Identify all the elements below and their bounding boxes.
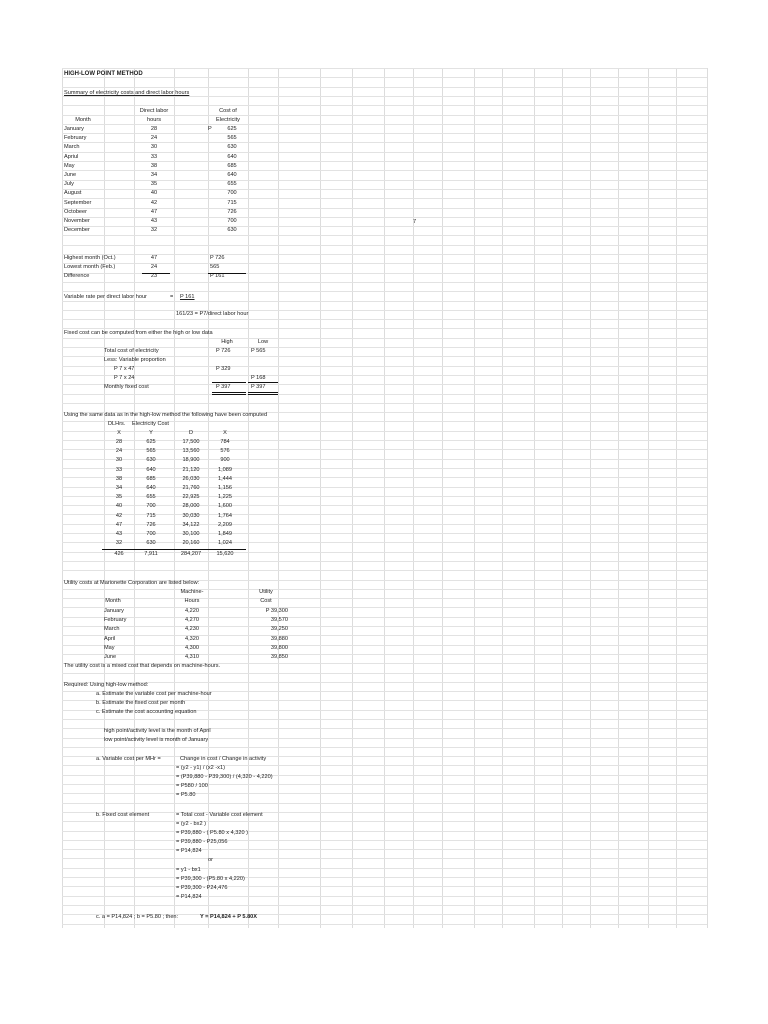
grid-row-line xyxy=(62,301,707,302)
grid-row-line xyxy=(62,905,707,906)
marionette-cost: 39,800 xyxy=(270,644,288,651)
solution-b2-line-4: = P14,824 xyxy=(176,894,202,900)
computed-cell: 640 xyxy=(146,466,156,473)
computed-cell: 43 xyxy=(115,531,123,537)
computed-cell: 565 xyxy=(146,448,156,455)
highlow-hours: 47 xyxy=(150,255,158,261)
computed-cell: 30,100 xyxy=(182,531,200,537)
computed-cell: 630 xyxy=(146,457,156,464)
summary-hours: 28 xyxy=(150,126,158,132)
computed-cell: 726 xyxy=(146,521,156,528)
required-item-b: b. Estimate the fixed cost per month xyxy=(96,700,186,706)
computed-cell: 784 xyxy=(220,439,230,445)
grid-row-line xyxy=(62,403,707,404)
computed-cell: 47 xyxy=(115,521,123,528)
summary-cost: 630 xyxy=(227,227,237,234)
grid-row-line xyxy=(62,803,707,804)
grid-row-line xyxy=(62,765,707,766)
header-month: Month xyxy=(75,117,91,123)
marionette-cost: P 39,300 xyxy=(265,608,288,614)
fixed-calc-low: P 7 x 24 xyxy=(114,375,135,381)
highlow-label: Lowest month (Feb.) xyxy=(64,264,116,270)
grid-row-line xyxy=(62,747,707,748)
fixed-monthly-low: P 397 xyxy=(251,384,266,390)
variable-rate-value: P 161 xyxy=(180,294,195,300)
low-point-note: low point/activity level is month of January xyxy=(104,737,209,743)
header-hours: hours xyxy=(147,117,161,123)
grid-row-line xyxy=(62,394,707,395)
grid-column-line xyxy=(442,68,443,928)
sheet-title: HIGH-LOW POINT METHOD xyxy=(64,71,143,77)
marionette-month: June xyxy=(104,654,117,660)
summary-month: December xyxy=(64,227,90,234)
summary-hours: 35 xyxy=(150,181,158,188)
computed-total: 284,207 xyxy=(180,551,202,557)
computed-cell: 576 xyxy=(220,448,230,455)
fixed-total-label: Total cost of electricity xyxy=(104,348,159,354)
summary-cost: 640 xyxy=(227,153,237,160)
grid-row-line xyxy=(62,793,707,794)
solution-b-or: or xyxy=(208,857,213,863)
computed-cell: 28,000 xyxy=(182,503,200,510)
grid-row-line xyxy=(62,570,707,571)
grid-row-line xyxy=(62,384,707,385)
grid-column-line xyxy=(676,68,677,928)
computed-header-cost: Electricity Cost xyxy=(132,421,169,427)
fixed-intro: Fixed cost can be computed from either the high or low data xyxy=(64,330,213,336)
grid-row-line xyxy=(62,654,707,655)
grid-row-line xyxy=(62,831,707,832)
summary-month: May xyxy=(64,162,75,169)
computed-cell: 685 xyxy=(146,475,156,482)
grid-row-line xyxy=(62,626,707,627)
summary-hours: 32 xyxy=(150,227,158,234)
computed-cell: 21,120 xyxy=(182,466,200,473)
summary-cost: 625 xyxy=(227,126,237,132)
summary-month: Octobeer xyxy=(64,208,88,215)
grid-row-line xyxy=(62,635,707,636)
marionette-month: April xyxy=(104,635,116,642)
grid-row-line xyxy=(62,319,707,320)
solution-a-line-2: = (y2 - y1) / (x2 -x1) xyxy=(176,765,225,771)
highlow-cost: P 161 xyxy=(210,273,225,279)
computed-cell: 1,156 xyxy=(218,485,232,491)
highlow-label: Difference xyxy=(64,273,90,279)
fixed-total-low: P 565 xyxy=(251,348,266,354)
highlow-cost: 565 xyxy=(210,264,220,270)
grid-column-line xyxy=(352,68,353,928)
marionette-hours: 4,300 xyxy=(185,644,199,651)
solution-b2-line-2: = P39,300 - (P5.80 x 4,220) xyxy=(176,876,245,882)
computed-cell: 30 xyxy=(115,457,123,464)
grid-row-line xyxy=(62,87,707,88)
summary-hours: 33 xyxy=(150,153,158,160)
fixed-calc-high: P 7 x 47 xyxy=(114,366,135,372)
computed-cell: 2,209 xyxy=(218,521,232,528)
computed-cell: 1,600 xyxy=(218,503,232,510)
computed-cell: 1,764 xyxy=(218,512,232,519)
computed-col-header: X xyxy=(117,430,121,436)
variable-rate-note: 161/23 = P7/direct labor hour xyxy=(176,311,249,317)
computed-cell: 24 xyxy=(115,448,123,455)
computed-total: 15,620 xyxy=(216,551,234,557)
summary-hours: 30 xyxy=(150,144,158,151)
grid-row-line xyxy=(62,328,707,329)
marionette-cost: 39,250 xyxy=(270,626,288,633)
summary-hours: 34 xyxy=(150,172,158,178)
underline-cost-diff xyxy=(208,273,246,274)
grid-row-line xyxy=(62,561,707,562)
computed-intro: Using the same data as in the high-low method the following have been computed xyxy=(64,412,268,418)
grid-row-line xyxy=(62,868,707,869)
grid-row-line xyxy=(62,598,707,599)
computed-col-header: Y xyxy=(149,430,153,436)
marionette-hours: 4,270 xyxy=(185,617,199,624)
summary-hours: 47 xyxy=(150,208,158,215)
computed-cell: 34,122 xyxy=(182,521,200,528)
summary-cost: 655 xyxy=(227,181,237,188)
summary-hours: 42 xyxy=(150,199,158,206)
highlow-cost: P 726 xyxy=(210,255,225,261)
grid-column-line xyxy=(562,68,563,928)
solution-c-prefix: c. a = P14,824 ; b = P5.80 ; then: xyxy=(96,914,179,920)
computed-cell: 28 xyxy=(115,439,123,445)
underline-fixed-high xyxy=(212,382,246,383)
high-point-note: high point/activity level is the month of April xyxy=(104,728,211,734)
marionette-note: The utility cost is a mixed cost that depends on machine-hours. xyxy=(64,663,221,669)
fixed-less-label: Less: Variable proportion xyxy=(104,357,166,363)
marionette-hours: 4,220 xyxy=(185,608,199,614)
grid-row-line xyxy=(62,310,707,311)
grid-row-line xyxy=(62,775,707,776)
summary-cost: 565 xyxy=(227,135,237,142)
summary-heading: Summary of electricity costs and direct labor hours xyxy=(64,90,190,96)
grid-row-line xyxy=(62,170,707,171)
marionette-hours: 4,320 xyxy=(185,635,199,642)
marionette-hours: 4,310 xyxy=(185,654,199,660)
fixed-col-low: Low xyxy=(257,339,269,345)
computed-cell: 17,500 xyxy=(182,439,200,445)
computed-total: 426 xyxy=(114,551,124,557)
summary-month: September xyxy=(64,199,92,206)
grid-row-line xyxy=(62,115,707,116)
grid-row-line xyxy=(62,886,707,887)
computed-cell: 21,760 xyxy=(182,485,200,491)
solution-b-line-5: = P14,824 xyxy=(176,848,202,854)
grid-row-line xyxy=(62,858,707,859)
grid-row-line xyxy=(62,338,707,339)
grid-row-line xyxy=(62,719,707,720)
computed-cell: 1,024 xyxy=(218,540,232,547)
summary-month: November xyxy=(64,218,90,224)
computed-cell: 900 xyxy=(220,457,230,464)
marionette-header-cost: Cost xyxy=(260,598,272,604)
summary-month: February xyxy=(64,135,87,142)
grid-row-line xyxy=(62,673,707,674)
grid-row-line xyxy=(62,645,707,646)
grid-row-line xyxy=(62,821,707,822)
grid-row-line xyxy=(62,812,707,813)
solution-b-line-1: = Total cost - Variable cost element xyxy=(176,812,263,818)
double-underline-high xyxy=(212,392,246,395)
double-underline-low xyxy=(248,392,278,395)
marionette-cost: 39,570 xyxy=(270,617,288,624)
grid-column-line xyxy=(707,68,708,928)
variable-rate-label: Variable rate per direct labor hour xyxy=(64,294,147,300)
grid-row-line xyxy=(62,877,707,878)
computed-cell: 40 xyxy=(115,503,123,510)
summary-hours: 38 xyxy=(150,162,158,169)
summary-cost: 700 xyxy=(227,218,237,224)
summary-month: August xyxy=(64,190,82,197)
computed-cell: 38 xyxy=(115,475,123,482)
grid-row-line xyxy=(62,235,707,236)
fixed-monthly-label: Monthly fixed cost xyxy=(104,384,149,390)
computed-cell: 640 xyxy=(146,485,156,491)
grid-row-line xyxy=(62,784,707,785)
solution-b2-line-3: = P39,300 - P24,476 xyxy=(176,885,228,891)
required-item-c: c. Estimate the cost accounting equation xyxy=(96,709,197,715)
summary-hours: 24 xyxy=(150,135,158,142)
grid-column-line xyxy=(278,68,279,928)
header-electricity: Electricity xyxy=(216,117,240,123)
solution-b-line-4: = P39,880 - P25,056 xyxy=(176,839,228,845)
grid-row-line xyxy=(62,682,707,683)
header-cost-of: Cost of xyxy=(219,108,237,114)
computed-cell: 1,225 xyxy=(218,494,232,501)
fixed-calc-low-value: P 168 xyxy=(251,375,266,381)
grid-row-line xyxy=(62,245,707,246)
grid-row-line xyxy=(62,124,707,125)
summary-cost: 700 xyxy=(227,190,237,197)
grid-column-line xyxy=(384,68,385,928)
grid-row-line xyxy=(62,366,707,367)
marionette-intro: Utility costs at Marionette Corporation are listed below: xyxy=(64,580,200,586)
marionette-month: February xyxy=(104,617,127,624)
computed-cell: 33 xyxy=(115,466,123,473)
peso-sign: P xyxy=(208,126,212,132)
solution-a-line-3: = (P39,880 - P39,300) / (4,320 - 4,220) xyxy=(176,774,273,780)
solution-a-line-5: = P5.80 xyxy=(176,792,196,798)
underline-hours-diff xyxy=(142,273,170,274)
summary-cost: 685 xyxy=(227,162,237,169)
solution-b-line-3: = P39,880 - ( P5.80 x 4,320 ) xyxy=(176,830,248,836)
highlow-label: Highest month (Oct.) xyxy=(64,255,116,261)
computed-cell: 13,560 xyxy=(182,448,200,455)
computed-cell: 22,925 xyxy=(182,494,200,501)
computed-cell: 1,849 xyxy=(218,531,232,537)
summary-month: Apriul xyxy=(64,153,79,160)
marionette-header-hours: Hours xyxy=(184,598,200,604)
required-heading: Required: Using high-low method: xyxy=(64,682,149,688)
solution-b-label: b. Fixed cost element xyxy=(96,812,150,818)
computed-cell: 35 xyxy=(115,494,123,501)
computed-cell: 26,030 xyxy=(182,475,200,482)
marionette-month: March xyxy=(104,626,120,633)
grid-column-line xyxy=(413,68,417,928)
summary-month: July xyxy=(64,181,74,188)
computed-cell: 18,900 xyxy=(182,457,200,464)
grid-row-line xyxy=(62,840,707,841)
solution-a-line-1: Change in cost / Change in activity xyxy=(180,756,267,762)
computed-header-dlh: DLHrs. xyxy=(108,421,126,427)
grid-column-line xyxy=(590,68,591,928)
marionette-month: May xyxy=(104,644,115,651)
grid-column-line xyxy=(320,68,321,928)
summary-month: June xyxy=(64,172,77,178)
computed-cell: 30,030 xyxy=(182,512,200,519)
spreadsheet xyxy=(62,68,707,928)
summary-month: January xyxy=(64,126,84,132)
stray-mark: 7 xyxy=(413,219,417,225)
grid-row-line xyxy=(62,68,707,69)
computed-cell: 32 xyxy=(115,540,123,547)
computed-cell: 42 xyxy=(115,512,123,519)
fixed-monthly-high: P 397 xyxy=(216,384,231,390)
fixed-total-high: P 726 xyxy=(216,348,231,354)
fixed-col-high: High xyxy=(221,339,233,345)
computed-cell: 655 xyxy=(146,494,156,501)
marionette-header-utility: Utility xyxy=(259,589,273,595)
grid-row-line xyxy=(62,77,707,78)
required-item-a: a. Estimate the variable cost per machine-hour xyxy=(96,691,212,697)
solution-c-equation: Y = P14,824 + P 5.80X xyxy=(200,914,258,920)
summary-hours: 43 xyxy=(150,218,158,224)
highlow-hours: 23 xyxy=(150,273,158,279)
header-direct-labor: Direct labor xyxy=(139,108,169,114)
grid-row-line xyxy=(62,849,707,850)
grid-column-line xyxy=(648,68,649,928)
computed-cell: 1,089 xyxy=(218,466,232,473)
solution-b2-line-1: = y1 - bx1 xyxy=(176,867,201,873)
grid-row-line xyxy=(62,896,707,897)
grid-column-line xyxy=(62,68,63,928)
variable-rate-eq: = xyxy=(170,294,174,300)
computed-cell: 1,444 xyxy=(218,475,232,482)
grid-row-line xyxy=(62,282,707,283)
computed-total: 7,911 xyxy=(144,551,158,557)
grid-row-line xyxy=(62,375,707,376)
computed-cell: 715 xyxy=(146,512,156,519)
grid-row-line xyxy=(62,133,707,134)
computed-col-header: D xyxy=(188,430,194,436)
fixed-calc-high-value: P 329 xyxy=(216,366,231,372)
computed-cell: 625 xyxy=(146,439,156,445)
computed-total-line xyxy=(102,549,246,550)
grid-row-line xyxy=(62,105,707,106)
grid-row-line xyxy=(62,589,707,590)
computed-col-header: X xyxy=(223,430,227,436)
summary-cost: 715 xyxy=(227,199,237,206)
marionette-header-month: Month xyxy=(105,598,121,604)
marionette-header-machine: Machine- xyxy=(180,589,204,595)
grid-column-line xyxy=(502,68,503,928)
marionette-cost: 39,850 xyxy=(270,654,288,660)
computed-cell: 630 xyxy=(146,540,156,547)
solution-a-line-4: = P580 / 100 xyxy=(176,783,208,789)
grid-column-line xyxy=(474,68,475,928)
summary-cost: 640 xyxy=(227,172,237,178)
solution-b-line-2: = (y2 - bx2 ) xyxy=(176,821,206,827)
computed-cell: 700 xyxy=(146,531,156,537)
marionette-hours: 4,230 xyxy=(185,626,199,633)
summary-month: March xyxy=(64,144,80,151)
computed-cell: 20,160 xyxy=(182,540,200,547)
grid-row-line xyxy=(62,607,707,608)
grid-column-line xyxy=(534,68,535,928)
marionette-month: January xyxy=(104,608,124,614)
grid-column-line xyxy=(618,68,619,928)
grid-row-line xyxy=(62,924,707,925)
summary-cost: 630 xyxy=(227,144,237,151)
grid-row-line xyxy=(62,617,707,618)
computed-cell: 34 xyxy=(115,485,123,491)
grid-row-line xyxy=(62,291,707,292)
highlow-hours: 24 xyxy=(150,264,158,270)
computed-cell: 700 xyxy=(146,503,156,510)
marionette-cost: 39,880 xyxy=(270,635,288,642)
solution-a-label: a. Variable cost per MHr = xyxy=(96,756,161,762)
underline-fixed-low xyxy=(248,382,278,383)
summary-cost: 726 xyxy=(227,208,237,215)
summary-hours: 40 xyxy=(150,190,158,197)
